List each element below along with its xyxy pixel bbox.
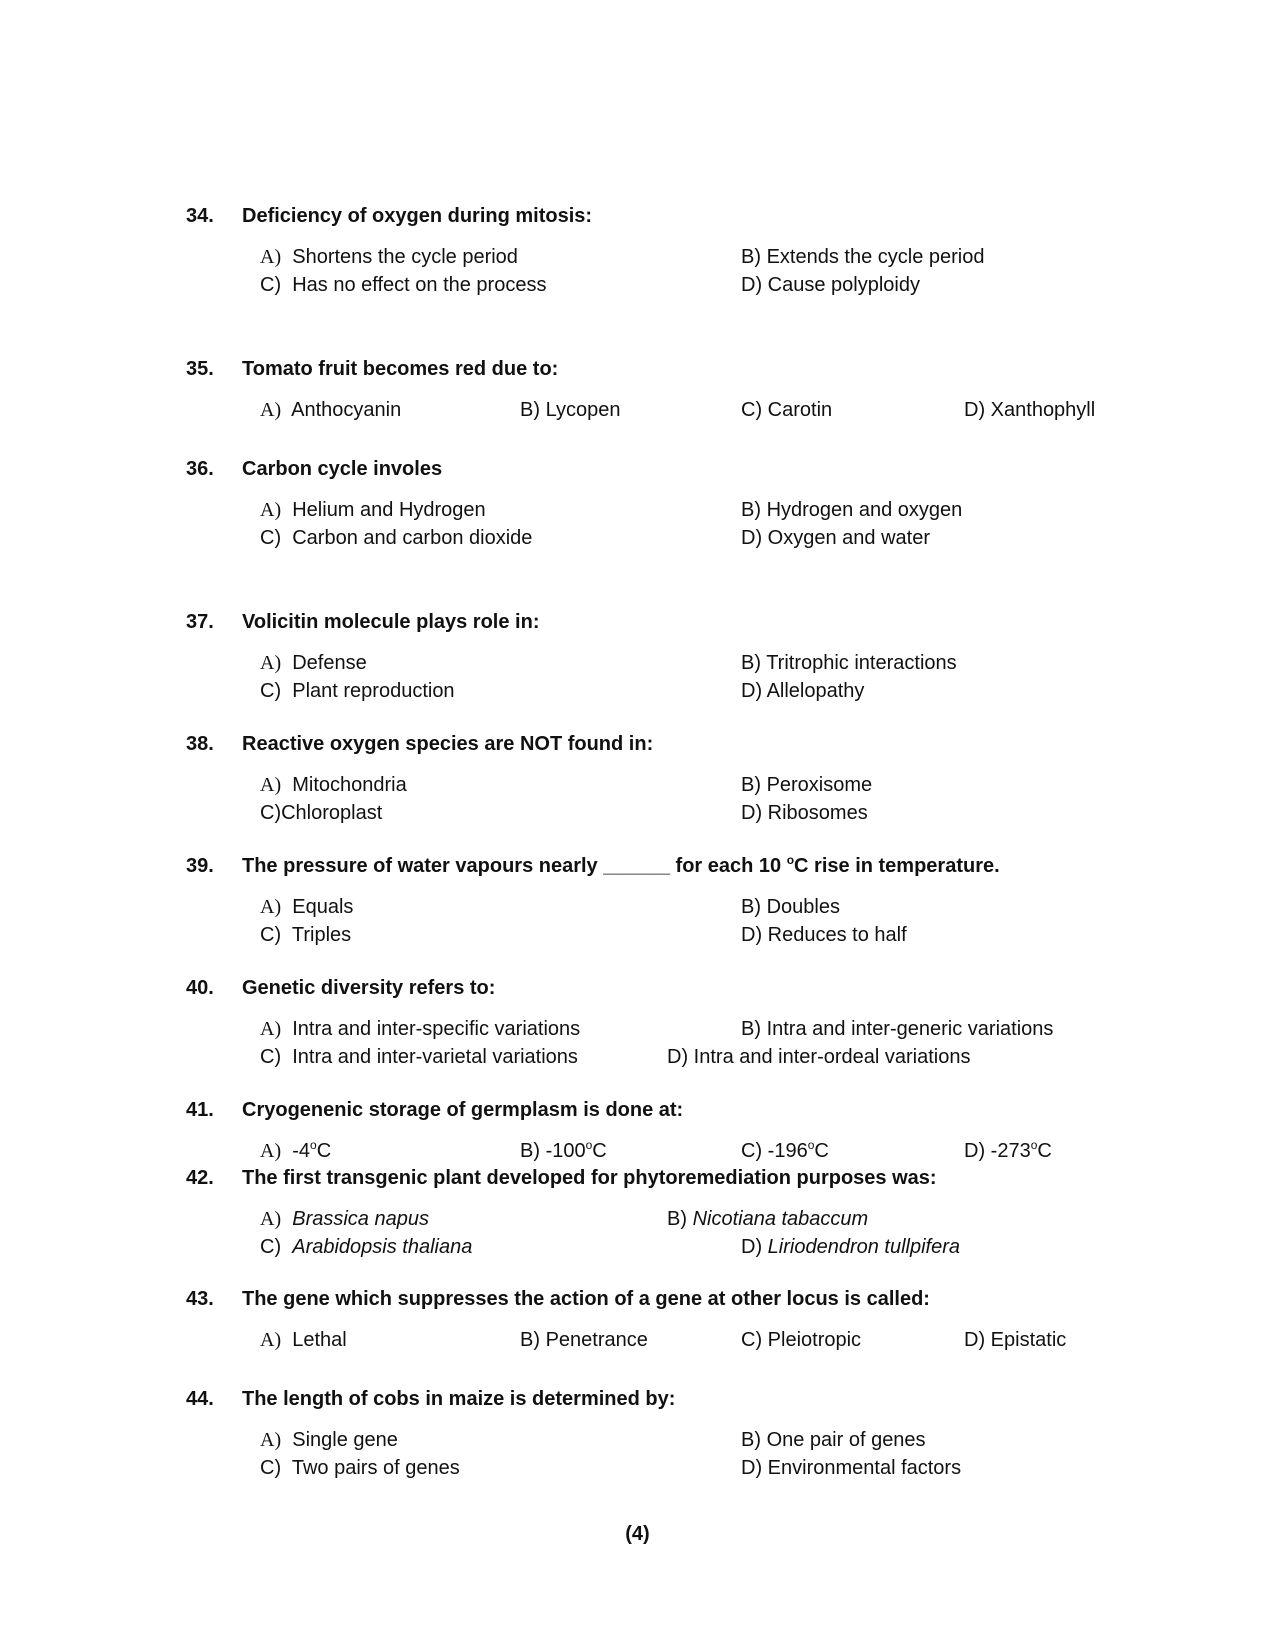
option-d	[964, 1327, 1066, 1353]
option-text: Lycopen	[545, 399, 621, 421]
option-label: B)	[741, 774, 761, 796]
option-text: Shortens the cycle period	[292, 246, 518, 268]
option-label: A)	[260, 499, 282, 521]
option-unit: C	[316, 1140, 332, 1162]
option-label: D)	[741, 1236, 763, 1258]
question-number: 38.	[186, 733, 214, 755]
question-number: 42.	[186, 1167, 214, 1189]
option-b	[741, 497, 962, 523]
option-unit: C	[814, 1140, 829, 1162]
option-c	[260, 678, 455, 704]
option-text: Lethal	[292, 1329, 347, 1351]
option-text: One pair of genes	[766, 1429, 926, 1451]
option-a	[260, 397, 401, 423]
option-value: -4	[292, 1140, 311, 1162]
option-text: Mitochondria	[292, 774, 407, 796]
option-d	[741, 525, 930, 551]
option-label: D)	[741, 924, 763, 946]
option-text: Helium and Hydrogen	[292, 499, 486, 521]
option-d	[964, 1138, 1052, 1164]
option-text: Oxygen and water	[767, 527, 930, 549]
option-label: A)	[260, 1018, 282, 1040]
question-text: Genetic diversity refers to:	[242, 977, 496, 999]
option-label: B)	[741, 1018, 761, 1040]
option-text: Reduces to half	[767, 924, 907, 946]
option-d	[964, 397, 1095, 423]
option-text: Arabidopsis thaliana	[292, 1236, 473, 1258]
option-label: B)	[741, 1429, 761, 1451]
option-label: C)	[741, 1140, 763, 1162]
option-b	[741, 650, 957, 676]
option-label: D)	[964, 1140, 986, 1162]
option-b	[667, 1206, 868, 1232]
question-text: Deficiency of oxygen during mitosis:	[242, 205, 593, 227]
option-text: Penetrance	[545, 1329, 648, 1351]
option-text: Epistatic	[990, 1329, 1067, 1351]
question-number: 39.	[186, 855, 214, 877]
option-value: -196	[767, 1140, 808, 1162]
option-value: -100	[545, 1140, 586, 1162]
option-d	[741, 678, 864, 704]
option-label: C)	[260, 924, 282, 946]
option-text: Allelopathy	[766, 680, 865, 702]
option-text: Defense	[292, 652, 367, 674]
option-c	[260, 1234, 472, 1260]
option-c	[741, 397, 832, 423]
option-label: A)	[260, 246, 282, 268]
option-text: Pleiotropic	[767, 1329, 862, 1351]
option-label: A)	[260, 1329, 282, 1351]
option-label: C)	[260, 527, 282, 549]
option-d	[741, 1455, 961, 1481]
option-label: A)	[260, 652, 282, 674]
option-text: Intra and inter-specific variations	[292, 1018, 581, 1040]
option-label: D)	[741, 1457, 763, 1479]
option-a	[260, 1016, 580, 1042]
question-text: The pressure of water vapours nearly ______ for each 10 $^o$C rise in temperature.	[242, 853, 1000, 877]
option-label: C)	[260, 802, 282, 824]
degree-sign: o	[786, 853, 795, 867]
option-label: C)	[260, 274, 282, 296]
degree-sign: o	[585, 1138, 593, 1152]
option-text: Chloroplast	[281, 802, 383, 824]
question-number: 43.	[186, 1288, 214, 1310]
option-text: Intra and inter-generic variations	[766, 1018, 1054, 1040]
question-number: 34.	[186, 205, 214, 227]
option-label: C)	[260, 1457, 282, 1479]
option-label: A)	[260, 399, 282, 421]
option-label: D)	[741, 802, 763, 824]
option-label: B)	[520, 1140, 540, 1162]
option-c	[260, 1455, 460, 1481]
option-text: Nicotiana tabaccum	[692, 1208, 869, 1230]
degree-sign: o	[310, 1138, 317, 1152]
question-number: 35.	[186, 358, 214, 380]
option-text: Environmental factors	[767, 1457, 962, 1479]
option-label: D)	[964, 1329, 986, 1351]
option-value: -273	[990, 1140, 1031, 1162]
option-text: Plant reproduction	[292, 680, 455, 702]
option-text: Cause polyploidy	[767, 274, 920, 296]
question-text: Carbon cycle involes	[242, 458, 443, 480]
option-text: Carbon and carbon dioxide	[292, 527, 533, 549]
option-label: A)	[260, 896, 282, 918]
option-label: D)	[741, 680, 763, 702]
option-text: Tritrophic interactions	[766, 652, 957, 674]
option-d	[667, 1044, 971, 1070]
option-d	[741, 272, 920, 298]
option-label: B)	[741, 652, 761, 674]
option-a	[260, 1327, 347, 1353]
question-text: Volicitin molecule plays role in:	[242, 611, 540, 633]
option-text: Ribosomes	[767, 802, 868, 824]
option-c	[260, 1044, 578, 1070]
option-a	[260, 1138, 331, 1164]
option-b	[520, 1138, 607, 1164]
option-label: D)	[667, 1046, 689, 1068]
option-label: A)	[260, 1429, 282, 1451]
degree-sign: o	[1030, 1138, 1038, 1152]
option-d	[741, 800, 868, 826]
option-d	[741, 922, 907, 948]
option-label: D)	[964, 399, 986, 421]
option-label: D)	[741, 527, 763, 549]
question-text: Reactive oxygen species are NOT found in:	[242, 733, 654, 755]
option-c	[260, 800, 382, 826]
option-label: C)	[741, 1329, 763, 1351]
option-text: Hydrogen and oxygen	[766, 499, 963, 521]
question-text: The gene which suppresses the action of a gene at other locus is called:	[242, 1288, 930, 1310]
option-text: Single gene	[292, 1429, 398, 1451]
option-c	[741, 1327, 861, 1353]
option-b	[741, 772, 872, 798]
option-text: Intra and inter-ordeal variations	[693, 1046, 971, 1068]
option-text: Doubles	[766, 896, 840, 918]
option-label: B)	[741, 499, 761, 521]
option-label: C)	[741, 399, 763, 421]
option-a	[260, 1427, 398, 1453]
option-label: A)	[260, 774, 282, 796]
option-b	[520, 1327, 648, 1353]
option-b	[741, 1016, 1053, 1042]
question-text: Tomato fruit becomes red due to:	[242, 358, 559, 380]
option-b	[741, 894, 840, 920]
option-b	[520, 397, 620, 423]
option-text: Has no effect on the process	[292, 274, 547, 296]
option-a	[260, 772, 407, 798]
question-number: 41.	[186, 1099, 214, 1121]
option-c	[260, 272, 546, 298]
page-number: (4)	[625, 1523, 650, 1545]
option-a	[260, 894, 353, 920]
option-d	[741, 1234, 960, 1260]
degree-sign: o	[807, 1138, 815, 1152]
option-b	[741, 1427, 926, 1453]
question-number: 44.	[186, 1388, 214, 1410]
option-label: C)	[260, 1046, 282, 1068]
option-label: A)	[260, 1208, 282, 1230]
option-text: Peroxisome	[766, 774, 873, 796]
question-text: Cryogenenic storage of germplasm is done at:	[242, 1099, 684, 1121]
option-a	[260, 497, 486, 523]
option-text: Two pairs of genes	[291, 1457, 460, 1479]
option-label: B)	[520, 399, 540, 421]
option-unit: C	[592, 1140, 607, 1162]
question-number: 40.	[186, 977, 214, 999]
option-text: Equals	[292, 896, 354, 918]
question-text: The first transgenic plant developed for phytoremediation purposes was:	[242, 1167, 937, 1189]
option-label: D)	[741, 274, 763, 296]
option-text: Brassica napus	[292, 1208, 429, 1230]
question-text: The length of cobs in maize is determined by:	[242, 1388, 676, 1410]
option-text: Intra and inter-varietal variations	[292, 1046, 578, 1068]
option-c	[260, 922, 351, 948]
option-text: Extends the cycle period	[766, 246, 985, 268]
option-label: C)	[260, 1236, 282, 1258]
option-b	[741, 244, 984, 270]
option-text: Triples	[291, 924, 352, 946]
option-label: C)	[260, 680, 282, 702]
option-text: Xanthophyll	[990, 399, 1096, 421]
option-c	[260, 525, 532, 551]
option-unit: C	[1037, 1140, 1052, 1162]
option-text: Carotin	[767, 399, 833, 421]
option-label: A)	[260, 1140, 282, 1162]
option-label: B)	[667, 1208, 687, 1230]
option-text: Anthocyanin	[291, 399, 402, 421]
option-label: B)	[741, 246, 761, 268]
option-a	[260, 244, 518, 270]
option-label: B)	[741, 896, 761, 918]
option-text: Liriodendron tullpifera	[767, 1236, 961, 1258]
option-a	[260, 650, 367, 676]
option-c	[741, 1138, 829, 1164]
question-number: 37.	[186, 611, 214, 633]
option-a	[260, 1206, 429, 1232]
question-number: 36.	[186, 458, 214, 480]
option-label: B)	[520, 1329, 540, 1351]
